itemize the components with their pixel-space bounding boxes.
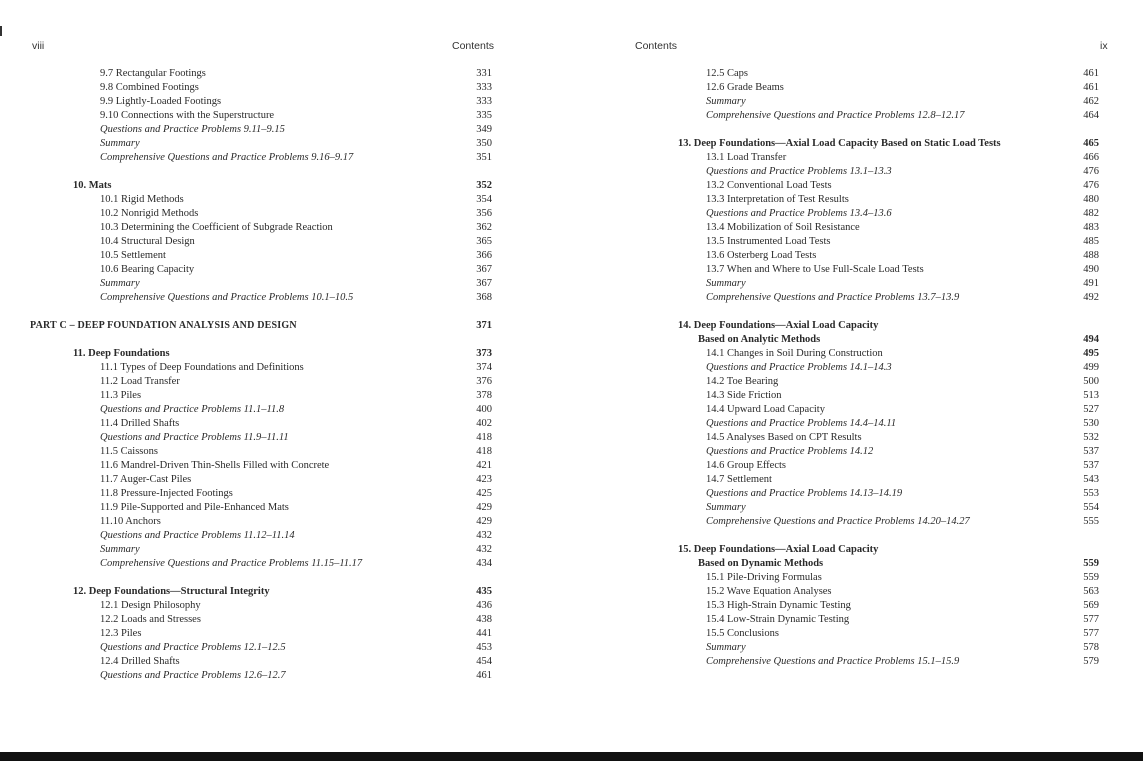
toc-entry	[0, 67, 570, 81]
toc-entry-title: 15.3 High-Strain Dynamic Testing	[706, 600, 851, 611]
toc-entry-title: Questions and Practice Problems 14.13–14.19	[706, 488, 903, 499]
toc-entry-page: 400	[476, 404, 492, 415]
toc-entry-page: 432	[476, 530, 492, 541]
toc-entry	[0, 151, 570, 165]
toc-entry-title: Based on Dynamic Methods	[698, 558, 824, 569]
toc-entry-page: 350	[476, 138, 492, 149]
toc-entry-title: 11.9 Pile-Supported and Pile-Enhanced Mats	[100, 502, 289, 513]
toc-entry-title: 12.6 Grade Beams	[706, 82, 784, 93]
toc-entry-title: 14.2 Toe Bearing	[706, 376, 779, 387]
toc-entry-title: 14.6 Group Effects	[706, 460, 786, 471]
toc-entry	[0, 627, 570, 641]
toc-entry	[572, 221, 1143, 235]
toc-entry	[572, 403, 1143, 417]
toc-entry	[572, 459, 1143, 473]
toc-entry-page: 441	[476, 628, 492, 639]
toc-entry	[572, 361, 1143, 375]
running-head: Contents	[452, 40, 495, 52]
toc-entry	[572, 417, 1143, 431]
toc-entry-page: 494	[1083, 334, 1099, 345]
toc-entry-title: 15.2 Wave Equation Analyses	[706, 586, 832, 597]
toc-entry-page: 423	[476, 474, 492, 485]
toc-entry-page: 367	[476, 264, 492, 275]
toc-entry-page: 559	[1083, 558, 1099, 569]
toc-part-heading	[0, 319, 570, 333]
toc-entry-title: 12.1 Design Philosophy	[100, 600, 201, 611]
toc-entry	[0, 445, 570, 459]
toc-entry	[572, 277, 1143, 291]
toc-entry-page: 351	[476, 152, 492, 163]
toc-entry-page: 537	[1083, 460, 1099, 471]
toc-chapter-heading	[0, 179, 570, 193]
toc-entry	[0, 613, 570, 627]
toc-entry	[0, 417, 570, 431]
toc-entry-page: 461	[1083, 68, 1099, 79]
toc-entry	[572, 193, 1143, 207]
toc-entry-page: 432	[476, 544, 492, 555]
toc-entry-title: Questions and Practice Problems 13.1–13.3	[706, 166, 892, 177]
toc-entry-title: 10.3 Determining the Coefficient of Subgrade Reaction	[100, 222, 333, 233]
toc-entry-page: 436	[476, 600, 492, 611]
toc-entry-title: Summary	[706, 278, 746, 289]
toc-entry	[0, 641, 570, 655]
toc-entry-title: 12.5 Caps	[706, 68, 748, 79]
toc-entry	[572, 347, 1143, 361]
toc-entry	[0, 137, 570, 151]
toc-entry-title: Questions and Practice Problems 9.11–9.15	[100, 124, 285, 135]
toc-entry-title: 10.2 Nonrigid Methods	[100, 208, 199, 219]
toc-entry	[0, 487, 570, 501]
toc-chapter-heading	[572, 333, 1143, 347]
toc-entry	[572, 473, 1143, 487]
toc-entry-page: 483	[1083, 222, 1099, 233]
toc-entry	[0, 389, 570, 403]
toc-entry-page: 333	[476, 82, 492, 93]
toc-spacer	[572, 123, 1143, 137]
toc-entry	[572, 487, 1143, 501]
toc-entry-title: 11.1 Types of Deep Foundations and Definitions	[100, 362, 304, 373]
toc-entry-page: 577	[1083, 628, 1099, 639]
toc-entry-page: 563	[1083, 586, 1099, 597]
toc-entry-title: 13.5 Instrumented Load Tests	[706, 236, 831, 247]
toc-entry-page: 485	[1083, 236, 1099, 247]
toc-entry-page: 465	[1083, 138, 1099, 149]
toc-entry-page: 553	[1083, 488, 1099, 499]
toc-entry	[572, 389, 1143, 403]
toc-entry-page: 495	[1083, 348, 1099, 359]
toc-entry-title: 11.4 Drilled Shafts	[100, 418, 180, 429]
toc-entry	[572, 81, 1143, 95]
toc-spacer	[0, 305, 570, 319]
toc-entry-title: 14.3 Side Friction	[706, 390, 782, 401]
toc-spacer	[572, 529, 1143, 543]
toc-entry	[572, 165, 1143, 179]
toc-entry-title: Comprehensive Questions and Practice Problems 13.7–13.9	[706, 292, 960, 303]
toc-entry	[0, 669, 570, 683]
toc-entry-title: Comprehensive Questions and Practice Problems 14.20–14.27	[706, 516, 970, 527]
toc-spacer	[572, 305, 1143, 319]
toc-entry-page: 402	[476, 418, 492, 429]
toc-entry	[572, 627, 1143, 641]
toc-entry-title: Comprehensive Questions and Practice Problems 12.8–12.17	[706, 110, 965, 121]
toc-entry-title: 11.8 Pressure-Injected Footings	[100, 488, 233, 499]
toc-entry-page: 354	[476, 194, 492, 205]
toc-entry	[0, 501, 570, 515]
toc-entry-page: 349	[476, 124, 492, 135]
toc-entry-page: 438	[476, 614, 492, 625]
toc-entry-title: 11.10 Anchors	[100, 516, 161, 527]
toc-entry-title: 15.5 Conclusions	[706, 628, 779, 639]
toc-entry-title: 9.8 Combined Footings	[100, 82, 199, 93]
toc-entry-title: Questions and Practice Problems 11.9–11.11	[100, 432, 289, 443]
toc-entry-page: 376	[476, 376, 492, 387]
toc-entry-title: 13.6 Osterberg Load Tests	[706, 250, 817, 261]
toc-chapter-heading	[572, 543, 1143, 557]
toc-entry-title: Questions and Practice Problems 14.1–14.3	[706, 362, 892, 373]
toc-entry-page: 356	[476, 208, 492, 219]
toc-entry-page: 476	[1083, 180, 1099, 191]
toc-entry-title: Questions and Practice Problems 11.12–11.14	[100, 530, 295, 541]
toc-chapter-heading	[0, 585, 570, 599]
toc-entry	[0, 361, 570, 375]
toc-entry-title: Questions and Practice Problems 11.1–11.8	[100, 404, 285, 415]
toc-entry-title: Comprehensive Questions and Practice Problems 15.1–15.9	[706, 656, 960, 667]
toc-entry-title: 12.3 Piles	[100, 628, 142, 639]
toc-entry-title: 14.1 Changes in Soil During Construction	[706, 348, 883, 359]
toc-chapter-heading	[572, 319, 1143, 333]
toc-entry	[572, 151, 1143, 165]
toc-entry-page: 429	[476, 516, 492, 527]
toc-entry-title: 15.1 Pile-Driving Formulas	[706, 572, 822, 583]
toc-entry	[572, 263, 1143, 277]
bottom-edge	[0, 752, 1143, 761]
toc-entry-title: 13.2 Conventional Load Tests	[706, 180, 832, 191]
toc-entry	[572, 445, 1143, 459]
toc-entry	[0, 123, 570, 137]
toc-entry-page: 462	[1083, 96, 1099, 107]
toc-entry	[572, 641, 1143, 655]
toc-entry	[572, 431, 1143, 445]
toc-list	[0, 67, 570, 683]
toc-entry-title: Summary	[706, 642, 746, 653]
toc-entry-page: 461	[476, 670, 492, 681]
toc-entry-page: 454	[476, 656, 492, 667]
toc-spacer	[0, 333, 570, 347]
toc-entry-title: 13.3 Interpretation of Test Results	[706, 194, 849, 205]
toc-entry-page: 554	[1083, 502, 1099, 513]
toc-chapter-heading	[572, 557, 1143, 571]
toc-entry-title: 14.4 Upward Load Capacity	[706, 404, 825, 415]
running-head: Contents	[635, 40, 678, 52]
toc-entry-page: 513	[1083, 390, 1099, 401]
toc-entry-title: 11.5 Caissons	[100, 446, 158, 457]
toc-entry-page: 476	[1083, 166, 1099, 177]
toc-entry-title: 13.4 Mobilization of Soil Resistance	[706, 222, 860, 233]
toc-entry	[572, 571, 1143, 585]
toc-entry-page: 434	[476, 558, 492, 569]
toc-entry	[0, 277, 570, 291]
toc-entry	[0, 95, 570, 109]
toc-entry-title: Summary	[100, 138, 140, 149]
toc-entry-title: Comprehensive Questions and Practice Problems 9.16–9.17	[100, 152, 354, 163]
toc-entry-title: 11. Deep Foundations	[73, 348, 170, 359]
left-page	[0, 0, 570, 752]
toc-entry	[0, 599, 570, 613]
toc-entry	[0, 431, 570, 445]
toc-list	[572, 67, 1143, 669]
toc-entry-title: 10.4 Structural Design	[100, 236, 195, 247]
toc-entry	[572, 599, 1143, 613]
toc-entry	[0, 375, 570, 389]
toc-entry-page: 365	[476, 236, 492, 247]
toc-entry-page: 362	[476, 222, 492, 233]
toc-entry-page: 555	[1083, 516, 1099, 527]
toc-entry-page: 368	[476, 292, 492, 303]
toc-entry-title: Questions and Practice Problems 12.6–12.7	[100, 670, 286, 681]
toc-entry-title: 9.10 Connections with the Superstructure	[100, 110, 275, 121]
toc-entry-title: 10.5 Settlement	[100, 250, 166, 261]
toc-entry	[0, 655, 570, 669]
toc-entry	[572, 67, 1143, 81]
toc-entry	[572, 291, 1143, 305]
toc-entry	[0, 529, 570, 543]
toc-entry-page: 530	[1083, 418, 1099, 429]
toc-entry-title: 11.3 Piles	[100, 390, 142, 401]
toc-entry-page: 491	[1083, 278, 1099, 289]
toc-entry-title: 9.9 Lightly-Loaded Footings	[100, 96, 222, 107]
toc-entry-page: 492	[1083, 292, 1099, 303]
toc-entry-title: Questions and Practice Problems 12.1–12.5	[100, 642, 286, 653]
right-page	[572, 0, 1143, 752]
toc-entry-title: 13.1 Load Transfer	[706, 152, 787, 163]
toc-entry-title: 12. Deep Foundations—Structural Integrity	[73, 586, 270, 597]
toc-entry-page: 499	[1083, 362, 1099, 373]
toc-entry	[0, 291, 570, 305]
toc-entry	[0, 515, 570, 529]
toc-entry-title: PART C – DEEP FOUNDATION ANALYSIS AND DESIGN	[30, 320, 297, 331]
toc-entry	[0, 557, 570, 571]
toc-spacer	[0, 571, 570, 585]
toc-entry-title: 12.4 Drilled Shafts	[100, 656, 180, 667]
toc-entry	[572, 515, 1143, 529]
toc-entry	[0, 81, 570, 95]
toc-entry-title: 10.1 Rigid Methods	[100, 194, 184, 205]
toc-entry-page: 352	[476, 180, 492, 191]
toc-entry-title: Questions and Practice Problems 14.4–14.11	[706, 418, 897, 429]
toc-entry-page: 559	[1083, 572, 1099, 583]
toc-entry-title: Based on Analytic Methods	[698, 334, 821, 345]
toc-entry	[572, 501, 1143, 515]
toc-entry-title: 14.7 Settlement	[706, 474, 772, 485]
toc-entry	[572, 179, 1143, 193]
toc-entry	[572, 585, 1143, 599]
toc-entry-page: 418	[476, 446, 492, 457]
toc-entry-page: 421	[476, 460, 492, 471]
toc-entry-title: 13.7 When and Where to Use Full-Scale Load Tests	[706, 264, 924, 275]
toc-entry	[0, 249, 570, 263]
toc-entry-page: 435	[476, 586, 492, 597]
toc-chapter-heading	[0, 347, 570, 361]
toc-entry-title: 10. Mats	[73, 180, 112, 191]
toc-entry-page: 532	[1083, 432, 1099, 443]
toc-entry	[572, 375, 1143, 389]
toc-entry-page: 578	[1083, 642, 1099, 653]
toc-entry-title: 15. Deep Foundations—Axial Load Capacity	[678, 544, 879, 555]
toc-chapter-heading	[572, 137, 1143, 151]
toc-entry-title: Comprehensive Questions and Practice Problems 10.1–10.5	[100, 292, 354, 303]
toc-entry-title: Summary	[706, 96, 746, 107]
toc-entry	[0, 235, 570, 249]
toc-entry-page: 490	[1083, 264, 1099, 275]
toc-entry	[572, 249, 1143, 263]
toc-entry	[0, 403, 570, 417]
toc-entry-page: 461	[1083, 82, 1099, 93]
toc-entry-page: 500	[1083, 376, 1099, 387]
toc-entry	[572, 109, 1143, 123]
toc-entry-title: 14.5 Analyses Based on CPT Results	[706, 432, 862, 443]
toc-entry	[0, 207, 570, 221]
toc-entry-title: Summary	[100, 278, 140, 289]
toc-entry-title: 11.2 Load Transfer	[100, 376, 180, 387]
toc-entry-title: 11.6 Mandrel-Driven Thin-Shells Filled with Concrete	[100, 460, 330, 471]
toc-entry-page: 577	[1083, 614, 1099, 625]
toc-entry-page: 425	[476, 488, 492, 499]
toc-entry-page: 579	[1083, 656, 1099, 667]
toc-entry-page: 480	[1083, 194, 1099, 205]
page-number: ix	[1100, 40, 1108, 52]
toc-entry	[0, 459, 570, 473]
toc-entry-page: 374	[476, 362, 492, 373]
toc-entry-page: 367	[476, 278, 492, 289]
toc-entry-title: 14. Deep Foundations—Axial Load Capacity	[678, 320, 879, 331]
toc-entry-title: 15.4 Low-Strain Dynamic Testing	[706, 614, 850, 625]
toc-entry	[0, 221, 570, 235]
toc-entry-title: Summary	[706, 502, 746, 513]
toc-entry-title: Questions and Practice Problems 13.4–13.6	[706, 208, 892, 219]
toc-entry-page: 569	[1083, 600, 1099, 611]
toc-entry-title: 11.7 Auger-Cast Piles	[100, 474, 192, 485]
toc-entry	[572, 207, 1143, 221]
toc-entry	[0, 263, 570, 277]
toc-entry-title: 10.6 Bearing Capacity	[100, 264, 195, 275]
toc-entry	[572, 613, 1143, 627]
toc-entry-page: 331	[476, 68, 492, 79]
toc-entry-page: 335	[476, 110, 492, 121]
toc-entry-page: 482	[1083, 208, 1099, 219]
toc-entry-title: 12.2 Loads and Stresses	[100, 614, 201, 625]
toc-entry	[572, 655, 1143, 669]
toc-entry-page: 373	[476, 348, 492, 359]
toc-entry-page: 543	[1083, 474, 1099, 485]
toc-entry-page: 366	[476, 250, 492, 261]
toc-entry-page: 333	[476, 96, 492, 107]
toc-entry	[0, 473, 570, 487]
toc-entry	[0, 109, 570, 123]
toc-entry-page: 418	[476, 432, 492, 443]
toc-entry	[572, 95, 1143, 109]
toc-entry-page: 488	[1083, 250, 1099, 261]
toc-entry-page: 371	[476, 320, 492, 331]
toc-entry-title: 9.7 Rectangular Footings	[100, 68, 206, 79]
toc-entry-title: 13. Deep Foundations—Axial Load Capacity Based on Static Load Tests	[678, 138, 1001, 149]
toc-entry-page: 429	[476, 502, 492, 513]
toc-entry-title: Questions and Practice Problems 14.12	[706, 446, 874, 457]
toc-entry-title: Comprehensive Questions and Practice Problems 11.15–11.17	[100, 558, 363, 569]
toc-entry-title: Summary	[100, 544, 140, 555]
toc-entry-page: 466	[1083, 152, 1099, 163]
toc-entry	[0, 543, 570, 557]
toc-entry-page: 537	[1083, 446, 1099, 457]
page-number: viii	[32, 40, 45, 52]
toc-entry	[0, 193, 570, 207]
toc-entry-page: 453	[476, 642, 492, 653]
toc-entry	[572, 235, 1143, 249]
toc-spacer	[0, 165, 570, 179]
toc-entry-page: 464	[1083, 110, 1099, 121]
toc-entry-page: 527	[1083, 404, 1099, 415]
toc-entry-page: 378	[476, 390, 492, 401]
